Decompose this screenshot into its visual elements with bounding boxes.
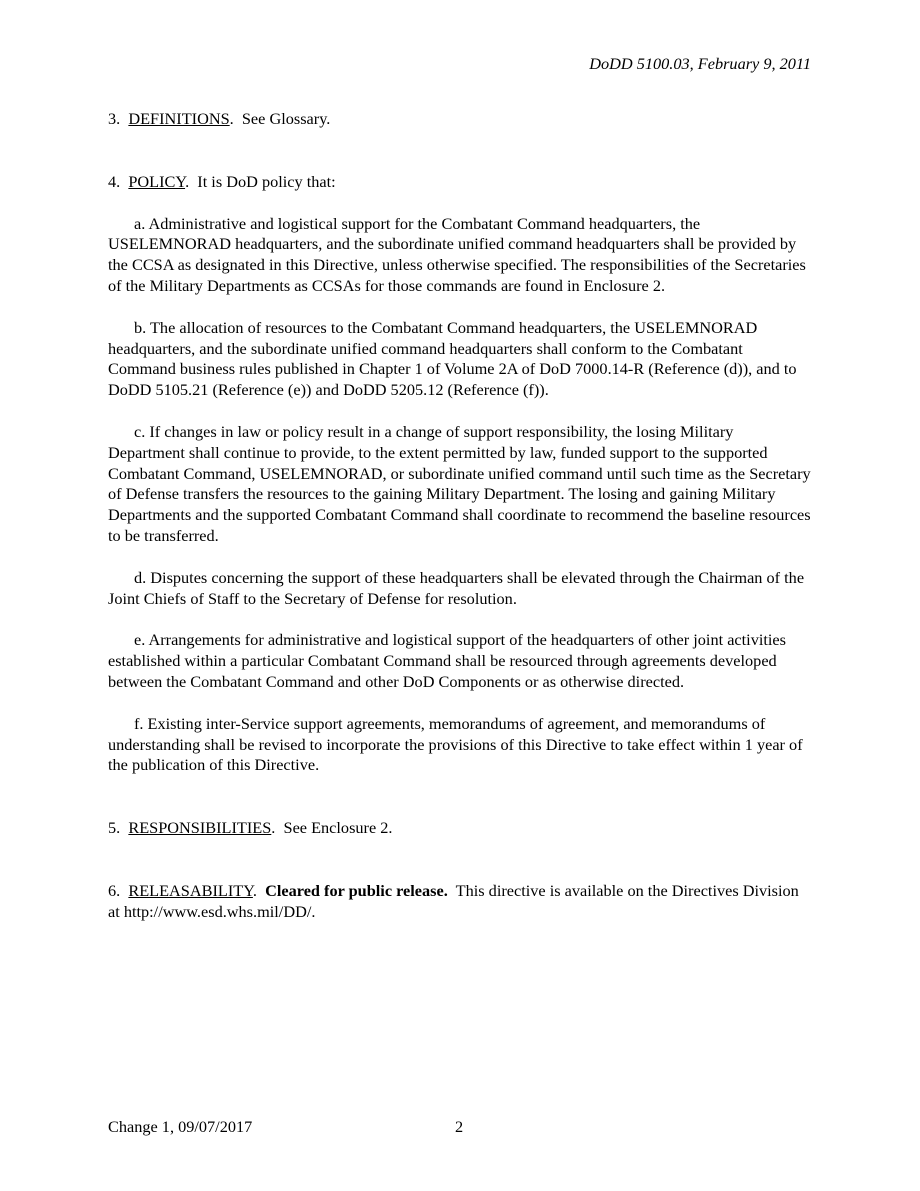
section-text: This directive is available on the Directives Division at http://www.esd.whs.mil/DD/. <box>108 880 799 921</box>
section-intro: It is DoD policy that: <box>197 171 336 191</box>
section-title: RELEASABILITY <box>128 880 253 900</box>
section-title: RESPONSIBILITIES <box>128 818 272 838</box>
document-body <box>108 109 814 923</box>
section-policy: 4. POLICY. It is DoD policy that: <box>108 171 336 191</box>
section-title: POLICY <box>128 171 186 191</box>
policy-item-a: a. Administrative and logistical support for the Combatant Command headquarters, the USELEMNORAD headquarters, and the subordinate unified command headquarters shall be provided by the CCSA as designated in this Directive, unless otherwise specified. The responsibilities of the Secretaries of the Military Departments as CCSAs for those commands are found in Enclosure 2. <box>108 213 806 295</box>
section-title: DEFINITIONS <box>128 109 230 128</box>
document-reference: DoDD 5100.03, February 9, 2011 <box>589 54 811 73</box>
policy-item-c: c. If changes in law or policy result in a change of support responsibility, the losing Military Department shall continue to provide, to the extent permitted by law, funded support to the supported Combatant Command, USELEMNORAD, or subordinate unified command until such time as the Secretary of Defense transfers the resources to the gaining Military Department. The losing and gaining Military Departments and the supported Combatant Command shall coordinate to recommend the baseline resources to be transferred. <box>108 421 811 545</box>
section-number: 3. <box>108 109 121 128</box>
section-number: 4. <box>108 171 121 191</box>
section-definitions: 3. DEFINITIONS. See Glossary. <box>108 109 331 128</box>
policy-item-d: d. Disputes concerning the support of these headquarters shall be elevated through the Chairman of the Joint Chiefs of Staff to the Secretary of Defense for resolution. <box>108 567 805 608</box>
section-responsibilities: 5. RESPONSIBILITIES. See Enclosure 2. <box>108 818 393 838</box>
section-number: 6. <box>108 880 121 900</box>
section-number: 5. <box>108 818 121 838</box>
change-notice: Change 1, 09/07/2017 <box>108 1117 253 1136</box>
release-statement: Cleared for public release. <box>265 880 448 900</box>
policy-item-e: e. Arrangements for administrative and logistical support of the headquarters of other joint activities established within a particular Combatant Command shall be resourced through agreements developed between the Combatant Command and other DoD Components or as otherwise directed. <box>108 630 786 691</box>
page-number: 2 <box>455 1117 464 1136</box>
section-releasability: 6. RELEASABILITY. Cleared for public release. This directive is available on the Directives Division at http://www.esd.whs.mil/DD/. <box>108 880 799 921</box>
policy-item-b: b. The allocation of resources to the Combatant Command headquarters, the USELEMNORAD headquarters, and the subordinate unified command headquarters shall conform to the Combatant Command business rules published in Chapter 1 of Volume 2A of DoD 7000.14-R (Reference (d)), and to DoDD 5105.21 (Reference (e)) and DoDD 5205.12 (Reference (f)). <box>108 317 797 400</box>
section-text: See Glossary. <box>241 109 331 128</box>
policy-item-f: f. Existing inter-Service support agreements, memorandums of agreement, and memorandums of understanding shall be revised to incorporate the provisions of this Directive to take effect within 1 year of the publication of this Directive. <box>108 713 803 775</box>
section-text: See Enclosure 2. <box>283 818 393 838</box>
